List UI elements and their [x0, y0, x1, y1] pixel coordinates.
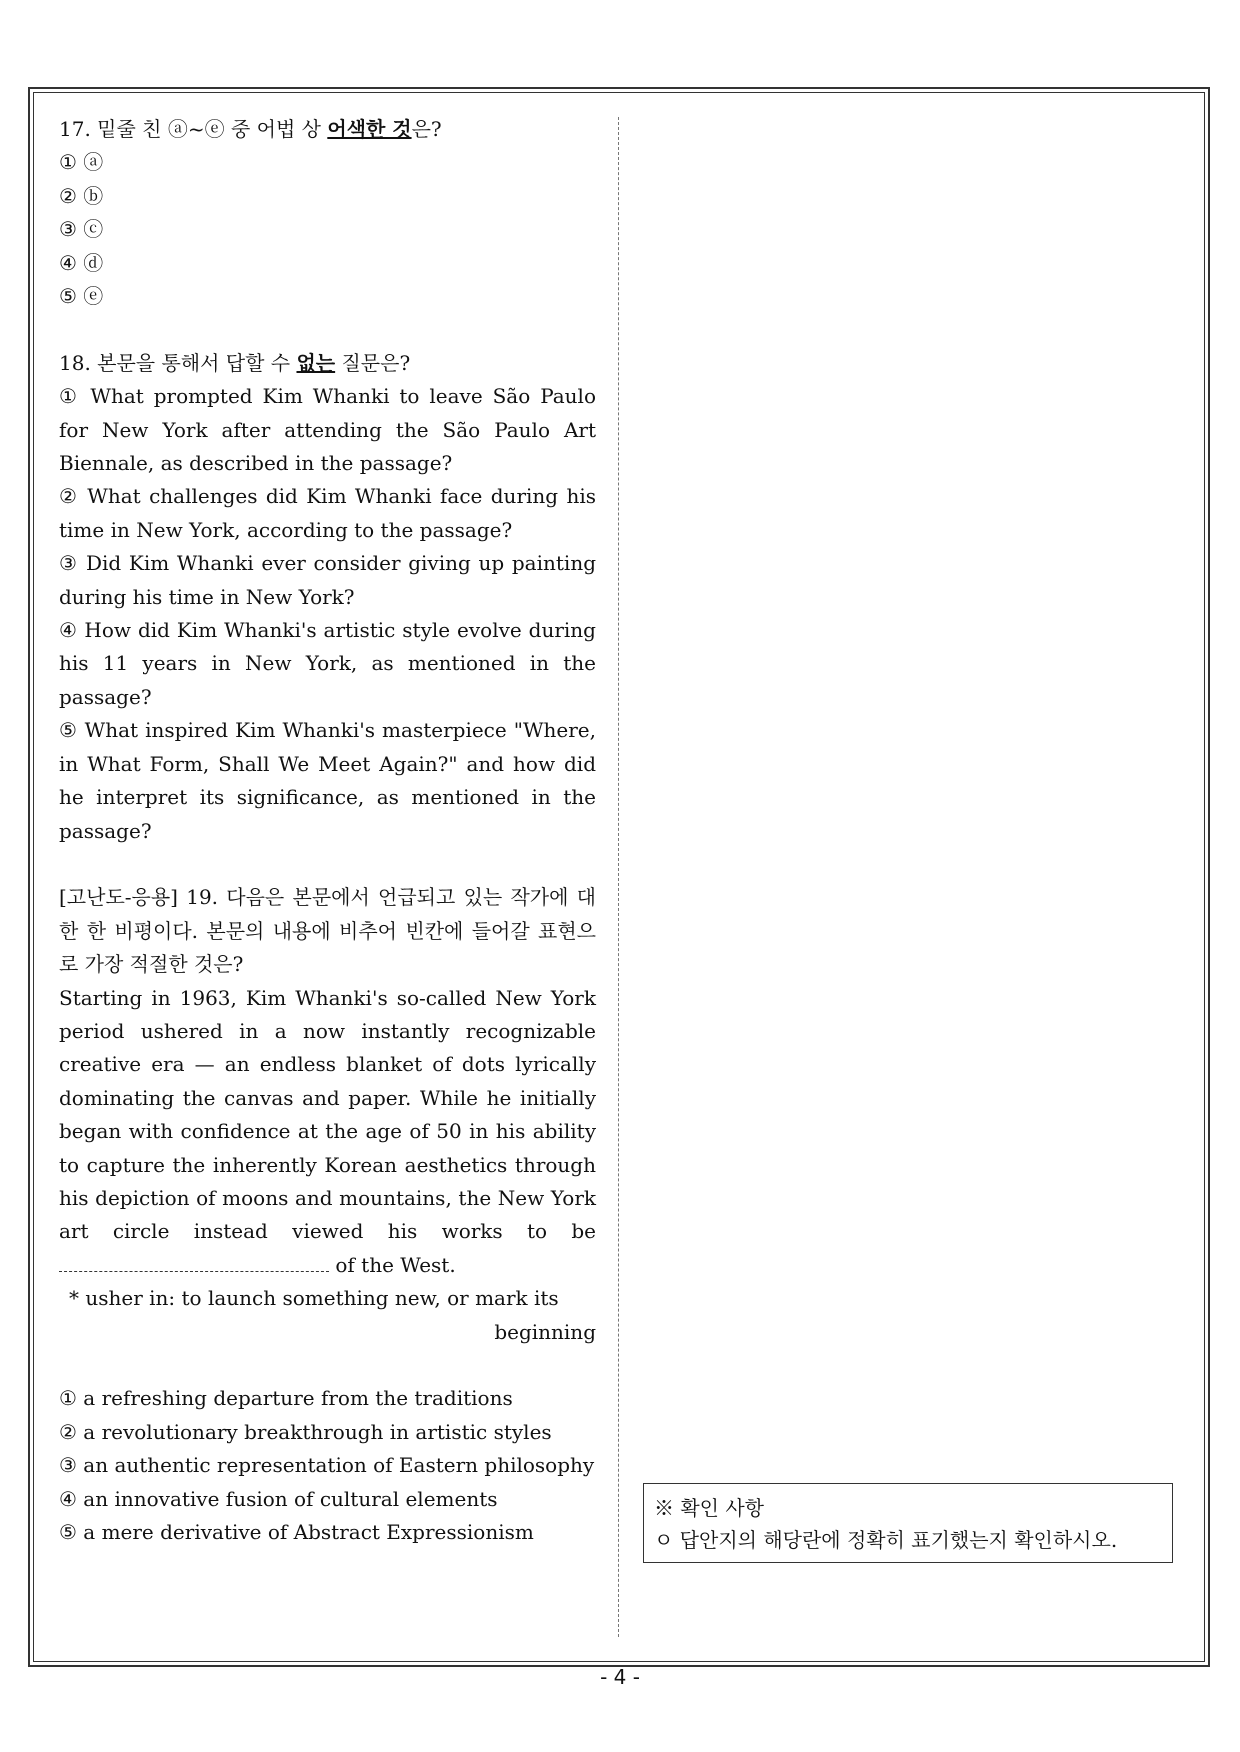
- question-18-option-3: ③ Did Kim Whanki ever consider giving up painting during his time in New York?: [59, 551, 596, 609]
- question-19-option-2: ② a revolutionary breakthrough in artistic styles: [59, 1419, 552, 1444]
- page-number: - 4 -: [600, 1665, 640, 1689]
- question-19-stem: [고난도-응용] 19. 다음은 본문에서 언급되고 있는 작가에 대한 한 비평이다. 본문의 내용에 비추어 빈칸에 들어갈 표현으로 가장 적절한 것은?: [59, 885, 596, 977]
- question-19: [59, 881, 596, 1549]
- question-18-option-4: ④ How did Kim Whanki's artistic style evolve during his 11 years in New York, as mentioned in the passage?: [59, 618, 596, 709]
- question-18-option-1: ① What prompted Kim Whanki to leave São Paulo for New York after attending the São Paulo Art Biennale, as described in the passage?: [59, 384, 596, 476]
- column-divider: [618, 117, 619, 1637]
- notice-box: [643, 1483, 1173, 1563]
- question-17-option-3: ③ ⓒ: [59, 217, 104, 242]
- question-19-option-1: ① a refreshing departure from the traditions: [59, 1386, 513, 1411]
- question-17-stem: 17. 밑줄 친 ⓐ~ⓔ 중 어법 상 어색한 것은?: [59, 117, 442, 141]
- question-19-passage: Starting in 1963, Kim Whanki's so-called New York period ushered in a now instantly recognizable creative era — an endless blanket of dots lyrically dominating the canvas and paper. While he initially began with confidence at the age of 50 in his ability to capture the inherently Korean aesthetics through his depiction of moons and mountains, the New York art circle instead viewed his works to be of the West.: [59, 985, 596, 1277]
- answer-blank: [59, 1257, 329, 1272]
- question-19-option-5: ⑤ a mere derivative of Abstract Expressionism: [59, 1520, 534, 1545]
- question-18: [59, 347, 596, 848]
- question-17-option-4: ④ ⓓ: [59, 250, 104, 275]
- left-column: [59, 113, 596, 1549]
- notice-title: ※ 확인 사항: [654, 1496, 764, 1520]
- question-18-stem: 18. 본문을 통해서 답할 수 없는 질문은?: [59, 350, 411, 375]
- question-18-emphasis: 없는: [296, 350, 336, 375]
- question-17: [59, 113, 596, 313]
- question-19-footnote: * usher in: to launch something new, or mark its beginning: [69, 1286, 596, 1344]
- question-18-option-2: ② What challenges did Kim Whanki face during his time in New York, according to the passage?: [59, 484, 596, 542]
- notice-line: ㅇ 답안지의 해당란에 정확히 표기했는지 확인하시오.: [654, 1528, 1118, 1552]
- question-17-option-5: ⑤ ⓔ: [59, 284, 104, 309]
- question-17-emphasis: 어색한 것: [327, 117, 412, 141]
- question-19-option-3: ③ an authentic representation of Eastern philosophy: [59, 1453, 595, 1478]
- question-17-option-1: ① ⓐ: [59, 150, 104, 175]
- question-17-option-2: ② ⓑ: [59, 183, 104, 208]
- question-18-option-5: ⑤ What inspired Kim Whanki's masterpiece "Where, in What Form, Shall We Meet Again?" and how did he interpret its significance, as mentioned in the passage?: [59, 718, 596, 843]
- question-19-option-4: ④ an innovative fusion of cultural elements: [59, 1486, 498, 1511]
